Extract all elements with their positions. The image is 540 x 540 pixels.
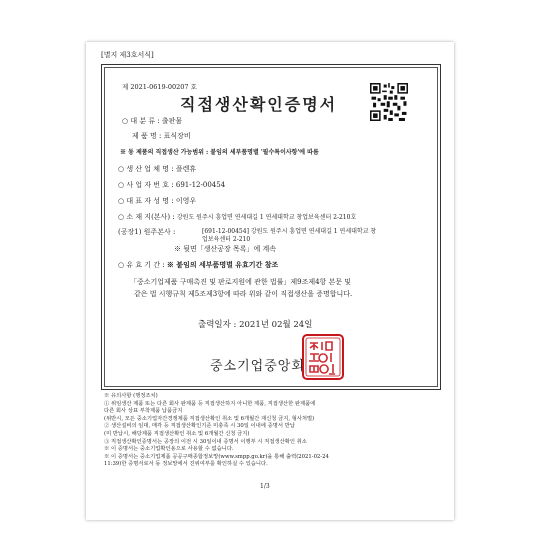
factory-list-note: ※ 뒷면「생산공장 목록」에 계속 — [174, 245, 277, 253]
note-line: ※ 이 증명서는 중소기업확인용으로 사용할 수 없습니다. — [104, 446, 234, 453]
certification-statement — [130, 276, 420, 300]
head-office-label: ○ 소 재 지(본사) : — [118, 213, 175, 221]
note-line: ① 위임생산 제품 또는 다른 회사 완제품 등 직접생산하지 아니한 제품, 직접생산한 완제품에 — [104, 400, 316, 407]
category-label: ○ 대 분 류 : — [122, 117, 160, 125]
company-name-value: 플렌휴 — [175, 165, 197, 173]
head-office-row — [118, 212, 356, 222]
category-value: 출판물 — [161, 117, 183, 125]
print-date: 출력일자 : 2021년 02월 24일 — [198, 320, 313, 330]
note-line: (위반시, 모든 중소기업자간경쟁제품 직접생산확인 취소 및 6개월간 재신청 금지, 형사처벌) — [104, 415, 315, 422]
page-number: 1/3 — [260, 483, 270, 490]
issuer-name: 중소기업중앙회 — [210, 359, 305, 374]
product-name-row — [132, 131, 191, 141]
note-line: (미 반납시, 해당제품 직접생산확인 취소 및 6개월간 신청 금지) — [104, 430, 250, 437]
production-scope-note: ※ 동 제품의 직접생산 가능범위 : 붙임의 세부품명별 '필수특이사항'에 따름 — [120, 149, 319, 156]
note-line: ③ 직접생산확인증명서는 공장의 이전 시 30일이내 증명서 이행부 시 직접생산확인 취소 — [104, 438, 307, 445]
business-number-label: ○ 사 업 자 번 호 : — [118, 181, 174, 189]
category-row — [122, 116, 182, 126]
certificate-number: 제 2021-0619-00207 호 — [122, 83, 197, 91]
qr-code-icon — [370, 83, 408, 121]
notes-section — [104, 393, 444, 469]
validity-label: ○ 유 효 기 간 : — [118, 261, 165, 269]
representative-label: ○ 대 표 자 성 명 : — [118, 197, 174, 205]
factory-address-line2: 업보육센터 2-210 — [202, 236, 251, 243]
representative-value: 이영우 — [175, 197, 197, 205]
official-seal-icon — [302, 334, 344, 380]
note-line: 다른 회사 상표 부착제품 납품금지 — [104, 408, 183, 415]
form-number: [별지 제3호서식] — [101, 51, 154, 59]
head-office-address: 강원도 원주시 흥업면 연세대길 1 연세대학교 창업보육센터 2-210호 — [176, 214, 357, 221]
business-number-value: 691-12-00454 — [175, 181, 226, 189]
note-line: ※ 유의사항 (행정조치) — [104, 393, 158, 399]
factory-row — [118, 227, 175, 237]
representative-row — [118, 196, 196, 206]
factory-label: (공장1) 원주본사 : — [118, 228, 176, 236]
note-line: 11:39)한 증명서로서 동 정보망에서 진위여부를 확인하실 수 있습니다. — [104, 461, 268, 468]
company-name-row — [118, 164, 196, 174]
company-name-label: ○ 생 산 업 체 명 : — [118, 165, 174, 173]
product-name-label: 제 품 명 : — [132, 132, 162, 140]
product-name-value: 표식장비 — [163, 132, 191, 140]
validity-value: ※ 붙임의 세부품명별 유효기간 참조 — [166, 260, 279, 269]
statement-line-2: 같은 법 시행규칙 제5조제3항에 따라 위와 같이 직접생산을 증명합니다. — [134, 290, 353, 298]
note-line: ※ 이 증명서는 중소기업제품 공공구매종합정보망(www.smpp.go.kr)을 통해 출력(2021-02-24 — [104, 453, 329, 460]
note-line: ② 생산설비의 임대, 매각 등 직접생산확인기준 미충족 시 30일 이내에 증명서 반납 — [104, 423, 295, 430]
validity-row — [118, 260, 278, 270]
statement-line-1: 「중소기업제품 구매촉진 및 판로지원에 관한 법률」제9조제4항 본문 및 — [130, 278, 352, 286]
business-number-row — [118, 180, 225, 190]
factory-address-line1: [691-12-00454] 강원도 원주시 흥업면 연세대길 1 연세대학교 창 — [202, 228, 377, 235]
document-title: 직접생산확인증명서 — [180, 95, 338, 114]
